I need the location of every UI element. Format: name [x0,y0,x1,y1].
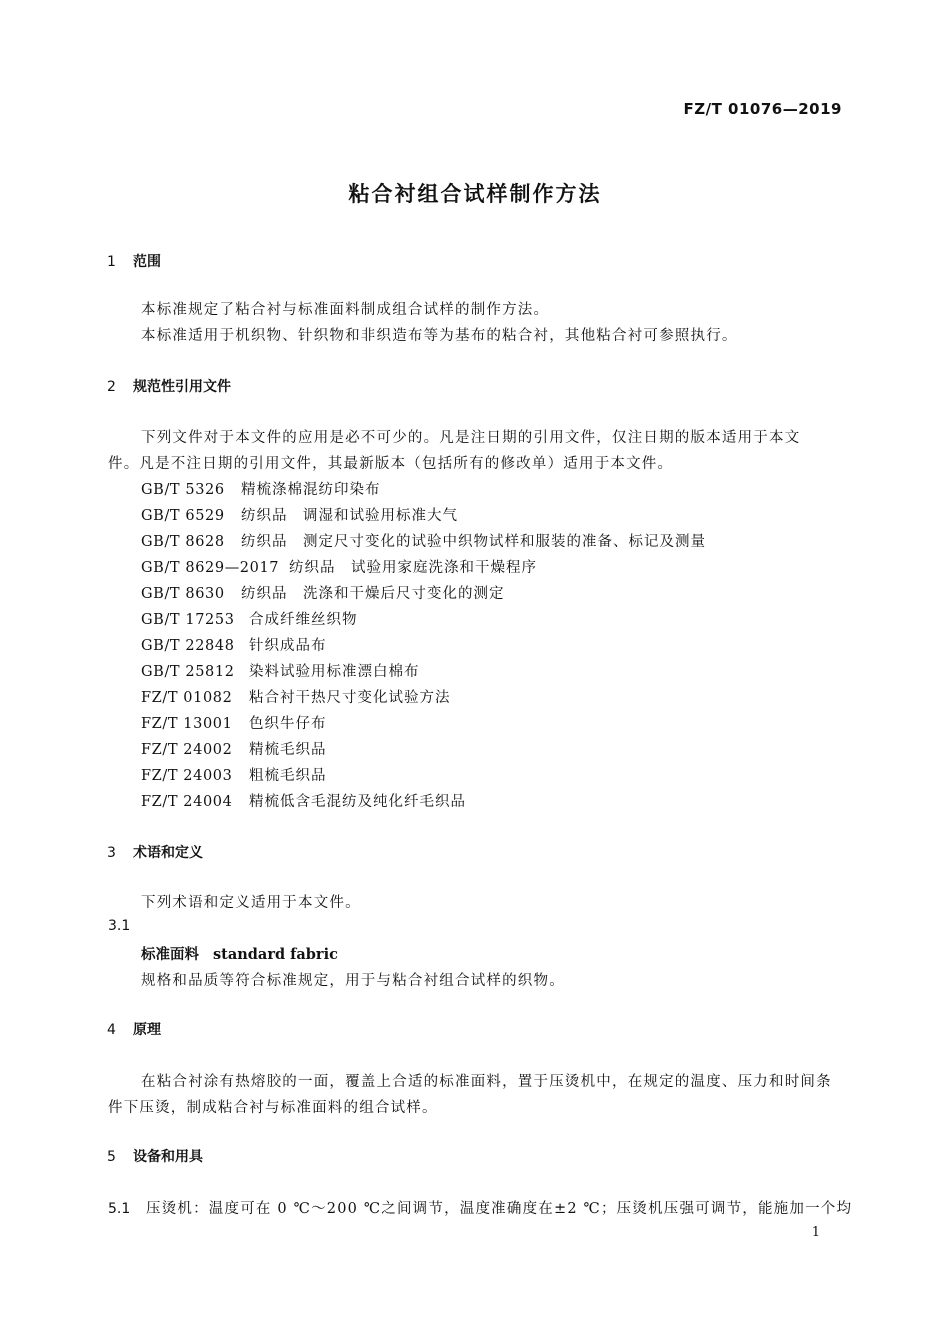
reference-code: FZ/T 24003 [141,768,233,784]
paragraph: 下列术语和定义适用于本文件。 [141,895,361,911]
reference-item [141,738,327,759]
section-number: 1 [107,254,116,270]
section-4-heading [107,1019,161,1039]
section-number: 5 [107,1149,116,1165]
reference-item [141,660,420,681]
clause-number: 5.1 [108,1201,131,1217]
reference-title: 精梳毛织品 [249,742,327,758]
reference-title: 纺织品 测定尺寸变化的试验中织物试样和服装的准备、标记及测量 [241,534,706,550]
section-title: 范围 [133,254,161,270]
reference-code: FZ/T 24002 [141,742,233,758]
section-number: 3 [107,845,116,861]
reference-title: 粘合衬干热尺寸变化试验方法 [249,690,451,706]
reference-item [141,582,505,603]
reference-title: 粗梳毛织品 [249,768,327,784]
reference-item [141,712,327,733]
reference-item [141,478,381,499]
reference-item [141,764,327,785]
reference-title: 精梳涤棉混纺印染布 [241,482,381,498]
paragraph: 在粘合衬涂有热熔胶的一面，覆盖上合适的标准面料，置于压烫机中，在规定的温度、压力和时间条 [141,1074,832,1090]
term-definition: 规格和品质等符合标准规定，用于与粘合衬组合试样的织物。 [141,973,565,989]
standard-code: FZ/T 01076—2019 [683,100,842,118]
section-title: 原理 [133,1022,161,1038]
reference-item [141,504,458,525]
reference-code: FZ/T 01082 [141,690,233,706]
section-number: 4 [107,1022,116,1038]
page-number: 1 [811,1225,820,1240]
section-3-heading [107,842,203,862]
reference-code: GB/T 8628 [141,534,225,550]
reference-code: GB/T 17253 [141,612,235,628]
reference-item [141,530,706,551]
reference-item [141,556,537,577]
term-entry [141,943,338,964]
reference-title: 纺织品 调湿和试验用标准大气 [241,508,458,524]
section-2-heading [107,376,231,396]
term-chinese: 标准面料 [141,946,199,963]
term-english: standard fabric [213,946,338,963]
section-number: 2 [107,379,116,395]
paragraph: 件下压烫，制成粘合衬与标准面料的组合试样。 [108,1100,438,1116]
reference-item [141,634,327,655]
section-5-heading [107,1146,203,1166]
reference-item [141,686,451,707]
section-title: 规范性引用文件 [133,379,231,395]
clause-5-1 [108,1197,852,1218]
reference-code: GB/T 8629—2017 [141,560,280,576]
reference-code: GB/T 6529 [141,508,225,524]
reference-title: 合成纤维丝织物 [249,612,358,628]
reference-code: GB/T 25812 [141,664,235,680]
reference-code: GB/T 8630 [141,586,225,602]
reference-title: 纺织品 洗涤和干燥后尺寸变化的测定 [241,586,505,602]
reference-item [141,608,358,629]
reference-title: 针织成品布 [249,638,327,654]
reference-item [141,790,466,811]
paragraph: 本标准规定了粘合衬与标准面料制成组合试样的制作方法。 [141,302,550,318]
paragraph: 件。凡是不注日期的引用文件，其最新版本（包括所有的修改单）适用于本文件。 [108,456,674,472]
reference-code: GB/T 5326 [141,482,225,498]
reference-title: 精梳低含毛混纺及纯化纤毛织品 [249,794,466,810]
reference-code: FZ/T 13001 [141,716,233,732]
section-1-heading [107,251,161,271]
section-title: 设备和用具 [133,1149,203,1165]
clause-text: 压烫机：温度可在 0 ℃～200 ℃之间调节，温度准确度在±2 ℃；压烫机压强可调节，能施加一个均 [146,1201,853,1217]
paragraph: 下列文件对于本文件的应用是必不可少的。凡是注日期的引用文件，仅注日期的版本适用于本文 [141,430,801,446]
section-title: 术语和定义 [133,845,203,861]
reference-code: GB/T 22848 [141,638,235,654]
reference-title: 染料试验用标准漂白棉布 [249,664,420,680]
reference-title: 纺织品 试验用家庭洗涤和干燥程序 [289,560,537,576]
clause-number: 3.1 [108,918,131,934]
document-title: 粘合衬组合试样制作方法 [348,182,602,206]
reference-code: FZ/T 24004 [141,794,233,810]
paragraph: 本标准适用于机织物、针织物和非织造布等为基布的粘合衬，其他粘合衬可参照执行。 [141,328,738,344]
reference-title: 色织牛仔布 [249,716,327,732]
